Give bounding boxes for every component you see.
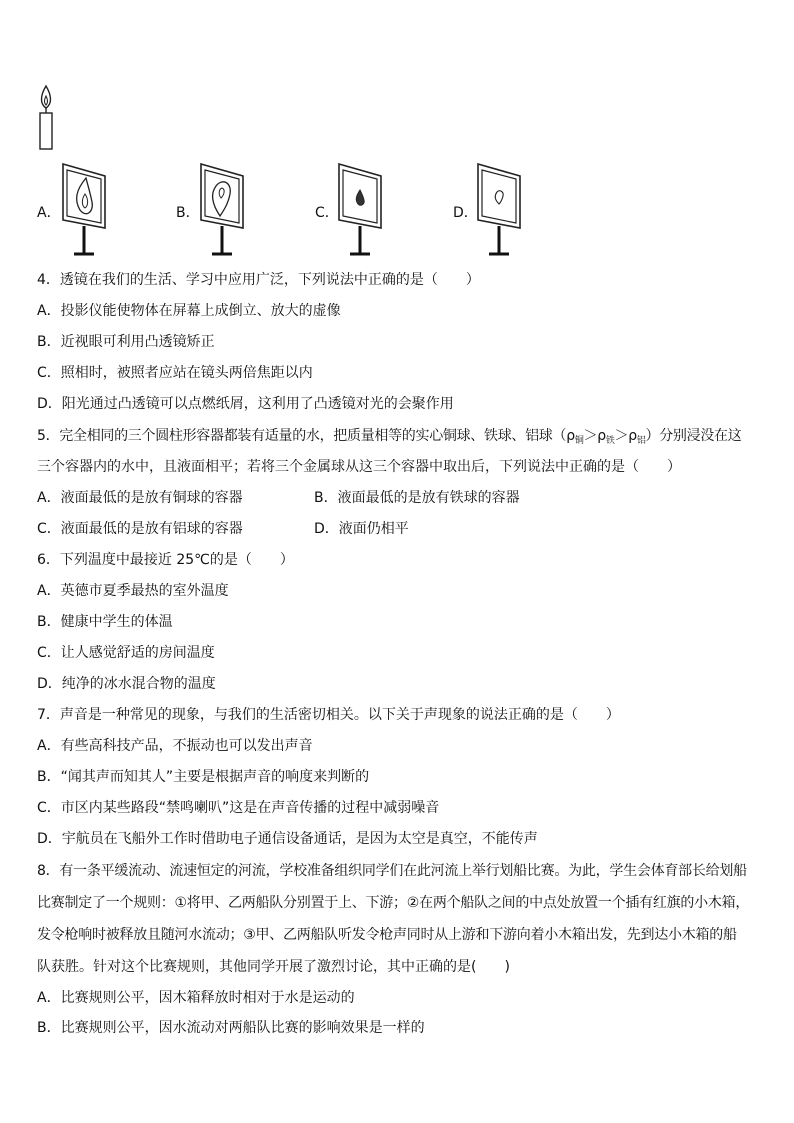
- sub-cu: 铜: [574, 436, 584, 446]
- q8-option-a: A．比赛规则公平，因木箱释放时相对于水是运动的: [37, 990, 355, 1006]
- q7-option-b: B．“闻其声而知其人”主要是根据声音的响度来判断的: [37, 769, 370, 785]
- q5-stem-line2: 三个容器内的水中，且液面相平；若将三个金属球从这三个容器中取出后，下列说法中正确的是（ ）: [37, 459, 681, 475]
- option-c-label: C．: [315, 205, 339, 221]
- q5-stem-line1: [37, 426, 741, 451]
- screen-option-b-figure: [198, 160, 248, 260]
- candle-figure: [36, 82, 60, 152]
- q8-stem-line3: 发令枪响时被释放且随河水流动；③甲、乙两船队听发令枪声同时从上游和下游向着小木箱出发，先到达小木箱的船: [37, 927, 737, 943]
- q8-stem-line4: 队获胜。针对这个比赛规则，其他同学开展了激烈讨论，其中正确的是( ): [37, 959, 510, 975]
- screen-option-c-figure: [336, 160, 386, 260]
- q7-option-c: C．市区内某些路段“禁鸣喇叭”这是在声音传播的过程中减弱噪音: [37, 800, 440, 816]
- q4-option-d: D．阳光通过凸透镜可以点燃纸屑，这利用了凸透镜对光的会聚作用: [37, 396, 454, 412]
- screen-option-a-figure: [60, 160, 110, 260]
- q7-option-a: A．有些高科技产品，不振动也可以发出声音: [37, 738, 313, 754]
- rho-al: ρ: [628, 428, 637, 444]
- q7-stem: 7．声音是一种常见的现象，与我们的生活密切相关。以下关于声现象的说法正确的是（ ）: [37, 707, 620, 723]
- q8-option-b: B．比赛规则公平，因水流动对两船队比赛的影响效果是一样的: [37, 1020, 425, 1036]
- q6-option-d: D．纯净的冰水混合物的温度: [37, 676, 216, 692]
- gt-1: ＞: [583, 428, 598, 444]
- q6-stem: 6．下列温度中最接近 25℃的是（ ）: [37, 552, 294, 568]
- q5-option-b: B．液面最低的是放有铁球的容器: [314, 490, 520, 506]
- gt-2: ＞: [614, 428, 629, 444]
- q5-stem-start: 5．完全相同的三个圆柱形容器都装有适量的水，把质量相等的实心铜球、铁球、铝球（: [37, 428, 567, 444]
- q4-option-b: B．近视眼可利用凸透镜矫正: [37, 334, 215, 350]
- q4-stem: 4．透镜在我们的生活、学习中应用广泛，下列说法中正确的是（ ）: [37, 272, 480, 288]
- q5-option-d: D．液面仍相平: [314, 521, 409, 537]
- rho-cu: ρ: [566, 428, 575, 444]
- rho-fe: ρ: [597, 428, 606, 444]
- q5-option-c: C．液面最低的是放有铝球的容器: [37, 521, 243, 537]
- q6-option-c: C．让人感觉舒适的房间温度: [37, 645, 215, 661]
- q4-option-a: A．投影仪能使物体在屏幕上成倒立、放大的虚像: [37, 303, 341, 319]
- q7-option-d: D．宇航员在飞船外工作时借助电子通信设备通话，是因为太空是真空，不能传声: [37, 831, 538, 847]
- option-b-label: B．: [176, 205, 200, 221]
- q4-option-c: C．照相时，被照者应站在镜头两倍焦距以内: [37, 365, 313, 381]
- q8-stem-line1: 8．有一条平缓流动、流速恒定的河流，学校准备组织同学们在此河流上举行划船比赛。为此，学生会体育部长给划船: [37, 863, 747, 879]
- sub-al: 铝: [636, 436, 646, 446]
- q6-option-b: B．健康中学生的体温: [37, 614, 173, 630]
- screen-option-d-figure: [475, 160, 525, 260]
- q8-stem-line2: 比赛制定了一个规则：①将甲、乙两船队分别置于上、下游；②在两个船队之间的中点处放置一个插有红旗的小木箱，: [37, 895, 750, 911]
- q5-stem-end: ）分别浸没在这: [645, 428, 742, 444]
- q5-option-a: A．液面最低的是放有铜球的容器: [37, 490, 243, 506]
- option-d-label: D．: [453, 205, 478, 221]
- option-a-label: A．: [37, 205, 61, 221]
- sub-fe: 铁: [605, 436, 615, 446]
- q6-option-a: A．英德市夏季最热的室外温度: [37, 583, 229, 599]
